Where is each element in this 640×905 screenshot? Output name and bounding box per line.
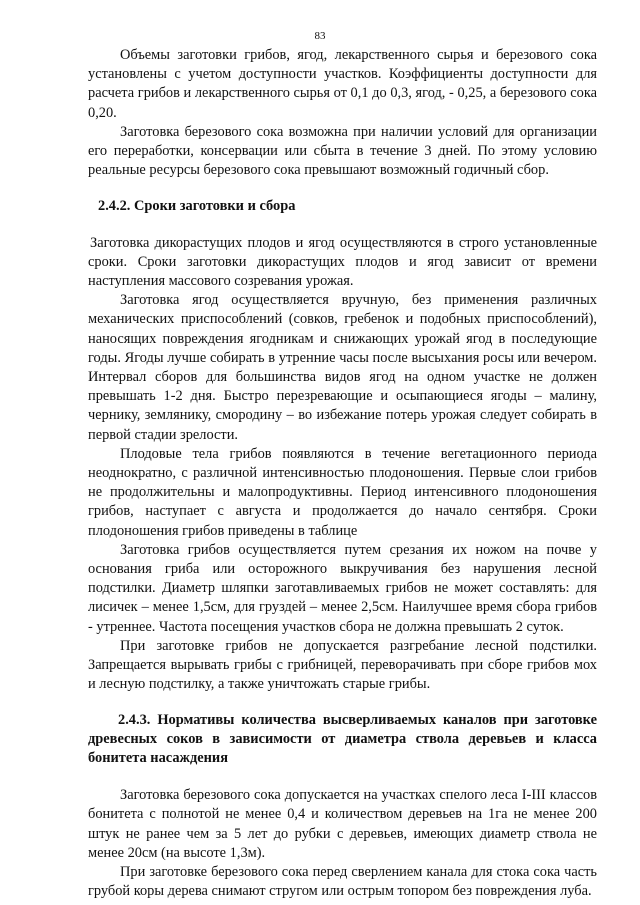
paragraph-mushroom-harvest: Заготовка грибов осуществляется путем срезания их ножом на почве у основания гриба или осторожного выкручивания без нарушения лесной подстилки. Диаметр шляпки заготавливаемых грибов не может составлять: для лисичек – менее 1,5см, для груздей – менее 2,5см. Наилучшее время сбора грибов - утреннее. Частота посещения участков сбора не должна превышать 2 суток. xyxy=(88,541,597,635)
paragraph-mushroom-fruiting: Плодовые тела грибов появляются в течение вегетационного периода неоднократно, с различной интенсивностью плодоношения. Первые слои грибов не продолжительны и малопродуктивны. Период интенсивного плодоношения грибов, наступает с августа и продолжается до начало сентября. Сроки плодоношения грибов приведены в таблице xyxy=(88,445,597,539)
paragraph-birch-sap-conditions: Заготовка березового сока возможна при наличии условий для организации его переработки, консервации или сбыта в течение 3 дней. По этому условию реальные ресурсы березового сока превышают возможный годичный сбор. xyxy=(88,123,597,179)
paragraph-harvest-volumes: Объемы заготовки грибов, ягод, лекарственного сырья и березового сока установлены с учетом доступности участков. Коэффициенты доступности для расчета грибов и лекарственного сырья от 0,1 до 0,3, ягод, - 0,25, а березового сока 0,20. xyxy=(88,47,597,121)
document-body xyxy=(88,46,597,901)
paragraph-forest-litter: При заготовке грибов не допускается разгребание лесной подстилки. Запрещается вырывать грибы с грибницей, переворачивать при сборе грибов мох и лесную подстилку, а также уничтожать старые грибы. xyxy=(88,637,597,693)
section-heading-harvest-timing: 2.4.2. Сроки заготовки и сбора xyxy=(98,198,296,215)
page-number: 83 xyxy=(314,30,326,42)
paragraph-bark-removal: При заготовке березового сока перед сверлением канала для стока сока часть грубой коры дерева снимают стругом или острым топором без повреждения луба. xyxy=(88,863,597,900)
paragraph-harvest-dates: Заготовка дикорастущих плодов и ягод осуществляются в строго установленные сроки. Сроки заготовки дикорастущих плодов и ягод зависит от времени наступления массового созревания урожая. xyxy=(88,234,597,290)
paragraph-sap-stand-requirements: Заготовка березового сока допускается на участках спелого леса I-III классов бонитета с полнотой не менее 0,4 и количеством деревьев на 1га не менее 200 штук не ранее чем за 5 лет до рубки с деревьев, имеющих диаметр ствола не менее 20см (на высоте 1,3м). xyxy=(88,787,597,861)
paragraph-berry-harvest: Заготовка ягод осуществляется вручную, без применения различных механических приспособлений (совков, гребенок и подобных приспособлений), наносящих повреждения ягодникам и снижающих урожай ягод в последующие годы. Ягоды лучше собирать в утренние часы после высыхания росы или вечером. Интервал сборов для большинства видов ягод на одном участке не должен превышать 1-2 дня. Быстро перезревающие и осыпающиеся ягоды – малину, чернику, землянику, смородину – во избежание потерь урожая следует собирать в первой стадии зрелости. xyxy=(88,292,597,443)
section-heading-drilling-norms: 2.4.3. Нормативы количества высверливаемых каналов при заготовке древесных соков в зависимости от диаметра ствола деревьев и класса бонитета насаждения xyxy=(88,711,597,766)
